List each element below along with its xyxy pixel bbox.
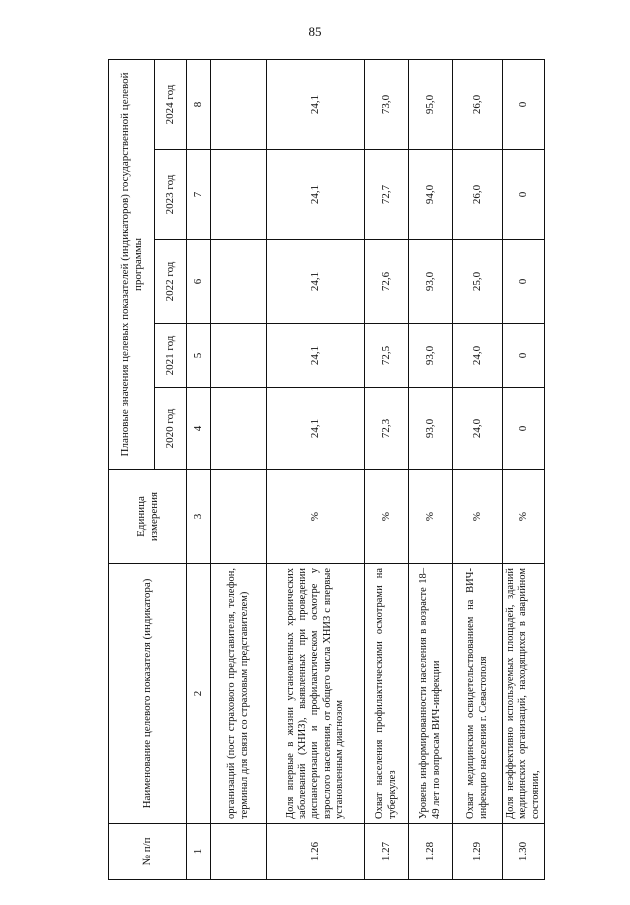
row-value: 24,0 [453,324,503,388]
row-value: 24,1 [267,59,365,149]
row-unit: % [365,470,409,564]
row-value: 72,5 [365,324,409,388]
table-row [267,59,365,879]
index-cell: 3 [187,470,211,564]
row-value: 95,0 [409,59,453,149]
row-unit: % [503,470,545,564]
row-name: Уровень информированности населения в возрасте 18–49 лет по вопросам ВИЧ-инфекции [409,564,453,824]
table-row [503,59,545,879]
index-row [187,59,211,879]
index-cell: 4 [187,388,211,470]
header-num: № п/п [109,824,187,880]
header-year: 2023 год [155,150,187,240]
row-unit [211,470,267,564]
row-value: 25,0 [453,240,503,324]
table-row [211,59,267,879]
row-num: 1.28 [409,824,453,880]
row-value: 26,0 [453,150,503,240]
row-value [211,150,267,240]
row-name: организаций (пост страхового представителя, телефон, терминал для связи со страховым представителем) [211,564,267,824]
row-value [211,240,267,324]
row-value: 72,6 [365,240,409,324]
row-value [211,59,267,149]
row-unit: % [409,470,453,564]
table-row [365,59,409,879]
row-value: 0 [503,240,545,324]
row-unit: % [453,470,503,564]
row-value [211,324,267,388]
row-value: 24,1 [267,150,365,240]
index-cell: 7 [187,150,211,240]
index-cell: 8 [187,59,211,149]
row-value: 73,0 [365,59,409,149]
index-cell: 5 [187,324,211,388]
row-name: Охват населения профилактическими осмотрами на туберкулез [365,564,409,824]
header-year: 2020 год [155,388,187,470]
rotated-table-container [108,60,544,880]
row-value: 93,0 [409,240,453,324]
index-cell: 6 [187,240,211,324]
indicators-table [108,59,545,880]
header-year: 2024 год [155,59,187,149]
row-name: Доля впервые в жизни установленных хронических заболеваний (ХНИЗ), выявленных при проведении диспансеризации и профилактическом осмотре у взрослого населения, от общего числа ХНИЗ с впервые установленным диагнозом [267,564,365,824]
row-value [211,388,267,470]
row-value: 0 [503,150,545,240]
row-num: 1.27 [365,824,409,880]
row-value: 93,0 [409,388,453,470]
page-number: 85 [308,24,322,39]
row-value: 0 [503,324,545,388]
row-name: Охват медицинским освидетельствованием на ВИЧ-инфекцию населения г. Севастополя [453,564,503,824]
row-num [211,824,267,880]
row-value: 94,0 [409,150,453,240]
header-row-top [109,59,155,879]
index-cell: 1 [187,824,211,880]
row-value: 93,0 [409,324,453,388]
row-value: 72,7 [365,150,409,240]
header-name: Наименование целевого показателя (индикатора) [109,564,187,824]
index-cell: 2 [187,564,211,824]
header-year: 2021 год [155,324,187,388]
row-unit: % [267,470,365,564]
row-name: Доля неэффективно используемых площадей, зданий медицинских организаций, находящихся в аварийном состоянии, [503,564,545,824]
header-unit: Единица измерения [109,470,187,564]
row-value: 0 [503,388,545,470]
row-value: 0 [503,59,545,149]
row-value: 72,3 [365,388,409,470]
table-row [453,59,503,879]
header-year: 2022 год [155,240,187,324]
row-value: 24,0 [453,388,503,470]
row-num: 1.29 [453,824,503,880]
row-num: 1.30 [503,824,545,880]
row-value: 24,1 [267,240,365,324]
row-value: 24,1 [267,388,365,470]
table-row [409,59,453,879]
row-value: 24,1 [267,324,365,388]
row-value: 26,0 [453,59,503,149]
row-num: 1.26 [267,824,365,880]
header-plan: Плановые значения целевых показателей (индикаторов) государственной целевой программы [109,59,155,469]
